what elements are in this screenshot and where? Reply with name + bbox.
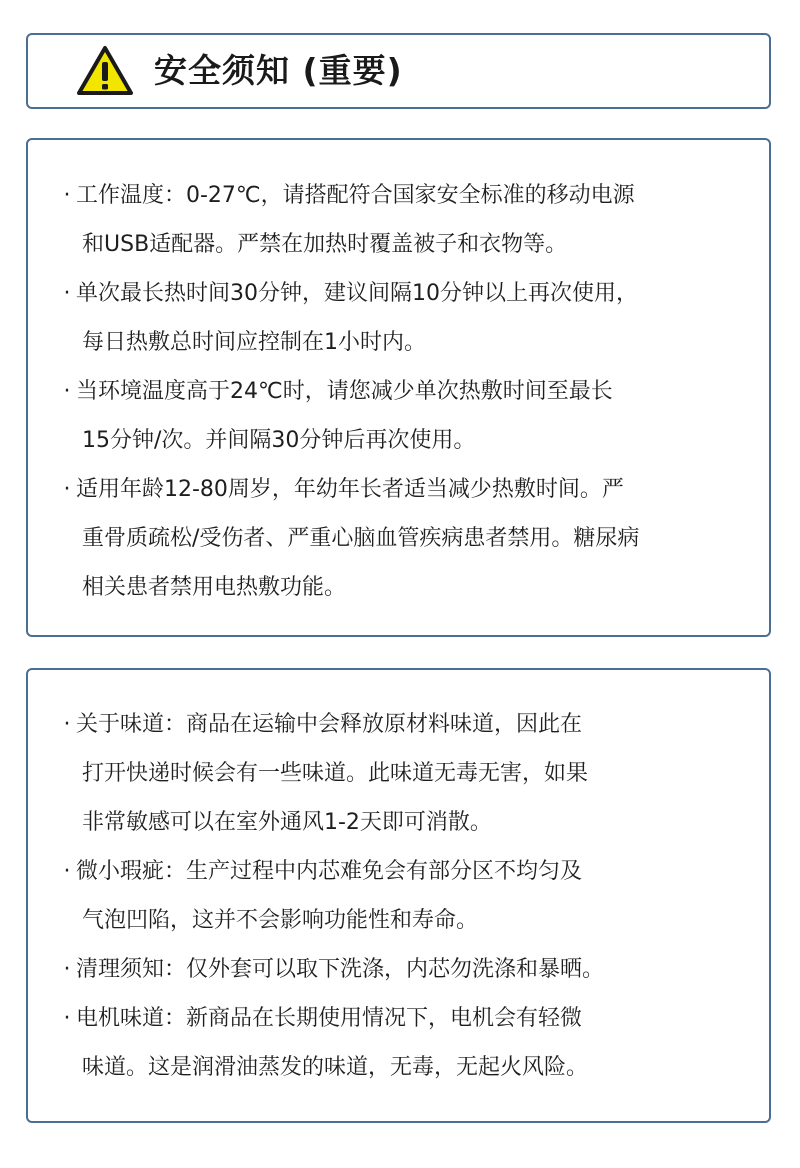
list-item-line: 重骨质疏松/受伤者、严重心脑血管疾病患者禁用。糖尿病 [82,526,640,551]
bullet-dot: · [63,859,71,884]
list-item [58,465,749,612]
bullet-dot: · [63,281,71,306]
safety-notes-list [58,171,749,612]
title-banner [26,33,771,109]
warning-icon [76,45,134,97]
bullet-dot: · [63,957,71,982]
list-item-line: 打开快递时候会有一些味道。此味道无毒无害，如果 [82,761,589,786]
list-item [58,269,749,367]
product-notes-section [26,668,771,1123]
list-item-line: 和USB适配器。严禁在加热时覆盖被子和衣物等。 [82,232,568,257]
list-item [58,847,749,945]
list-item [58,171,749,269]
list-item [58,945,749,994]
bullet-dot: · [63,477,71,502]
page-title: 安全须知 (重要) [154,51,403,90]
list-item-line: 味道。这是润滑油蒸发的味道，无毒，无起火风险。 [82,1055,589,1080]
list-item-line: 单次最长热时间30分钟，建议间隔10分钟以上再次使用， [76,281,638,306]
list-item-line: 15分钟/次。并间隔30分钟后再次使用。 [82,428,476,453]
list-item-line: 当环境温度高于24℃时，请您减少单次热敷时间至最长 [76,379,613,404]
list-item-line: 工作温度：0-27℃，请搭配符合国家安全标准的移动电源 [76,183,635,208]
list-item [58,367,749,465]
list-item-line: 微小瑕疵：生产过程中内芯难免会有部分区不均匀及 [76,859,583,884]
list-item [58,994,749,1092]
safety-notes-section [26,138,771,637]
list-item-line: 适用年龄12-80周岁，年幼年长者适当减少热敷时间。严 [76,477,624,502]
product-notes-list [58,700,749,1092]
list-item-line: 每日热敷总时间应控制在1小时内。 [82,330,426,355]
list-item-line: 电机味道：新商品在长期使用情况下，电机会有轻微 [76,1006,583,1031]
bullet-dot: · [63,183,71,208]
list-item-line: 气泡凹陷，这并不会影响功能性和寿命。 [82,908,479,933]
list-item-line: 清理须知：仅外套可以取下洗涤，内芯勿洗涤和暴晒。 [76,957,605,982]
list-item-line: 非常敏感可以在室外通风1-2天即可消散。 [82,810,492,835]
list-item-line: 关于味道：商品在运输中会释放原材料味道，因此在 [76,712,583,737]
bullet-dot: · [63,712,71,737]
list-item [58,700,749,847]
bullet-dot: · [63,1006,71,1031]
list-item-line: 相关患者禁用电热敷功能。 [82,575,347,600]
bullet-dot: · [63,379,71,404]
